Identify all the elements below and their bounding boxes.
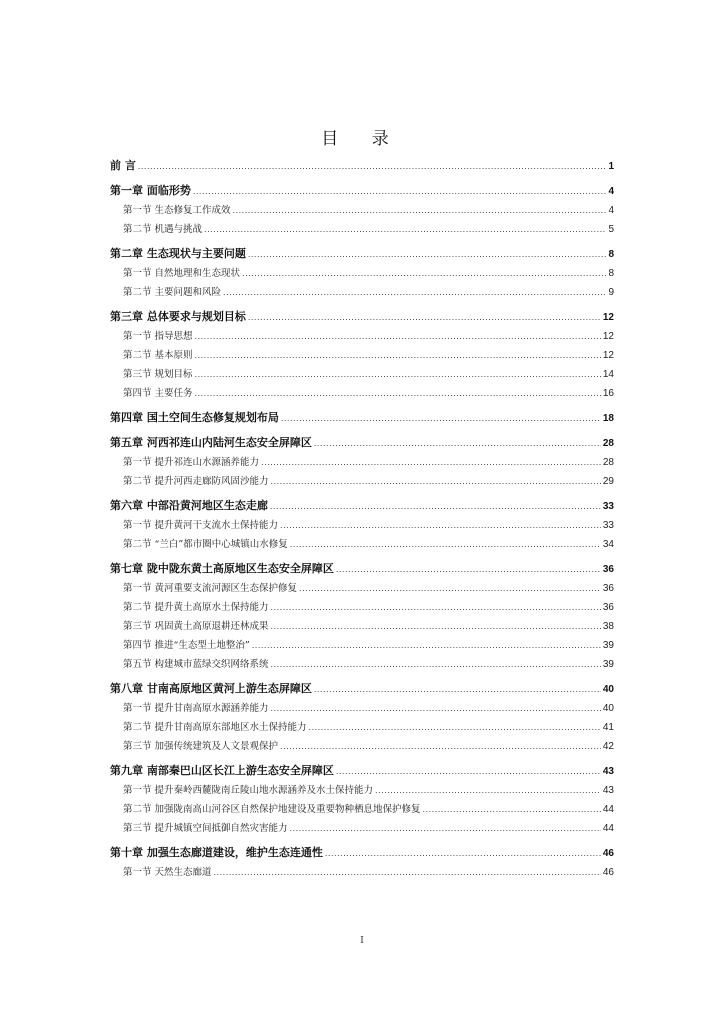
toc-entry-page-number: 16 xyxy=(602,388,614,399)
toc-entry-page-number: 4 xyxy=(608,186,614,197)
toc-entry-label: 第三节 规划目标 xyxy=(123,369,193,380)
toc-section-entry[interactable] xyxy=(110,472,614,491)
toc-entry-page-number: 36 xyxy=(602,602,614,613)
toc-entry-label: 第四节 推进“生态型土地整治” xyxy=(123,640,250,651)
toc-section-entry[interactable] xyxy=(110,655,614,674)
toc-entry-page-number: 42 xyxy=(602,741,614,752)
dot-leader xyxy=(375,781,601,800)
toc-section-entry[interactable] xyxy=(110,699,614,718)
toc-entry-label: 第一节 黄河重要支流河源区生态保护修复 xyxy=(123,583,298,594)
toc-entry-label: 第一节 提升秦岭西麓陇南丘陵山地水源涵养及水土保持能力 xyxy=(123,785,374,796)
toc-section-entry[interactable] xyxy=(110,283,614,302)
toc-chapter-entry[interactable] xyxy=(110,155,614,176)
page-number: I xyxy=(360,936,364,946)
toc-entry-page-number: 8 xyxy=(608,249,614,260)
toc-entry-page-number: 18 xyxy=(602,413,614,424)
toc-entry-label: 第一节 提升祁连山水源涵养能力 xyxy=(123,457,260,468)
dot-leader xyxy=(281,407,601,428)
toc-entry-label: 第一章 面临形势 xyxy=(110,184,191,197)
toc-chapter-entry[interactable] xyxy=(110,180,614,201)
toc-section-entry[interactable] xyxy=(110,453,614,472)
toc-entry-page-number: 46 xyxy=(602,848,614,859)
toc-section-entry[interactable] xyxy=(110,598,614,617)
dot-leader xyxy=(138,155,607,176)
toc-entry-page-number: 29 xyxy=(602,476,614,487)
toc-section-entry[interactable] xyxy=(110,718,614,737)
toc-chapter-entry[interactable] xyxy=(110,842,614,863)
dot-leader xyxy=(223,283,606,302)
dot-leader xyxy=(195,384,601,403)
dot-leader xyxy=(195,346,601,365)
dot-leader xyxy=(252,636,601,655)
toc-entry-page-number: 40 xyxy=(602,703,614,714)
toc-entry-page-number: 14 xyxy=(602,369,614,380)
toc-entry-label: 第三章 总体要求与规划目标 xyxy=(110,310,246,323)
toc-entry-label: 第一节 自然地理和生态现状 xyxy=(123,268,241,279)
toc-section-entry[interactable] xyxy=(110,737,614,756)
toc-section-entry[interactable] xyxy=(110,201,614,220)
toc-section-entry[interactable] xyxy=(110,365,614,384)
toc-entry-page-number: 28 xyxy=(602,457,614,468)
toc-entry-page-number: 9 xyxy=(608,287,614,298)
toc-section-entry[interactable] xyxy=(110,781,614,800)
toc-entry-label: 第十章 加强生态廊道建设，维护生态连通性 xyxy=(110,846,323,859)
toc-section-entry[interactable] xyxy=(110,264,614,283)
toc-section-entry[interactable] xyxy=(110,327,614,346)
toc-entry-page-number: 38 xyxy=(602,621,614,632)
toc-entry-page-number: 5 xyxy=(608,224,614,235)
toc-entry-label: 第二节 提升甘南高原东部地区水土保持能力 xyxy=(123,722,307,733)
toc-entry-page-number: 39 xyxy=(602,640,614,651)
toc-chapter-entry[interactable] xyxy=(110,760,614,781)
toc-entry-label: 第七章 陇中陇东黄土高原地区生态安全屏障区 xyxy=(110,562,334,575)
toc-entry-label: 第三节 提升城镇空间抵御自然灾害能力 xyxy=(123,823,288,834)
toc-entry-label: 第二节 “兰白”都市圈中心城镇山水修复 xyxy=(123,539,288,550)
dot-leader xyxy=(271,472,601,491)
toc-entry-label: 第二节 提升黄土高原水土保持能力 xyxy=(123,602,269,613)
toc-section-entry[interactable] xyxy=(110,863,614,882)
toc-entry-page-number: 44 xyxy=(602,804,614,815)
toc-section-entry[interactable] xyxy=(110,346,614,365)
toc-entry-label: 第二节 提升河西走廊防风固沙能力 xyxy=(123,476,269,487)
toc-entry-label: 第八章 甘南高原地区黄河上游生态屏障区 xyxy=(110,682,312,695)
toc-entry-label: 前 言 xyxy=(110,159,136,172)
toc-chapter-entry[interactable] xyxy=(110,243,614,264)
toc-entry-label: 第一节 生态修复工作成效 xyxy=(123,205,231,216)
toc-entry-page-number: 36 xyxy=(602,583,614,594)
toc-entry-page-number: 12 xyxy=(602,350,614,361)
dot-leader xyxy=(290,819,601,838)
toc-section-entry[interactable] xyxy=(110,535,614,554)
dot-leader xyxy=(314,678,601,699)
toc-entry-label: 第一节 提升甘南高原水源涵养能力 xyxy=(123,703,269,714)
toc-entry-page-number: 8 xyxy=(608,268,614,279)
dot-leader xyxy=(423,800,601,819)
toc-section-entry[interactable] xyxy=(110,636,614,655)
toc-entry-label: 第三节 巩固黄土高原退耕还林成果 xyxy=(123,621,269,632)
toc-chapter-entry[interactable] xyxy=(110,678,614,699)
dot-leader xyxy=(309,718,601,737)
dot-leader xyxy=(336,558,601,579)
toc-section-entry[interactable] xyxy=(110,617,614,636)
toc-chapter-entry[interactable] xyxy=(110,407,614,428)
toc-entry-label: 第九章 南部秦巴山区长江上游生态安全屏障区 xyxy=(110,764,334,777)
toc-entry-label: 第一节 指导思想 xyxy=(123,331,193,342)
toc-chapter-entry[interactable] xyxy=(110,306,614,327)
dot-leader xyxy=(214,863,601,882)
table-of-contents xyxy=(110,155,614,882)
dot-leader xyxy=(271,655,601,674)
dot-leader xyxy=(248,306,601,327)
toc-entry-label: 第二节 加强陇南高山河谷区自然保护地建设及重要物种栖息地保护修复 xyxy=(123,804,421,815)
toc-entry-page-number: 41 xyxy=(602,722,614,733)
dot-leader xyxy=(261,453,601,472)
toc-entry-page-number: 12 xyxy=(602,331,614,342)
toc-entry-page-number: 28 xyxy=(602,438,614,449)
toc-entry-page-number: 33 xyxy=(602,501,614,512)
toc-entry-page-number: 34 xyxy=(602,539,614,550)
toc-section-entry[interactable] xyxy=(110,384,614,403)
dot-leader xyxy=(271,598,601,617)
toc-section-entry[interactable] xyxy=(110,516,614,535)
dot-leader xyxy=(204,220,606,239)
toc-entry-label: 第五章 河西祁连山内陆河生态安全屏障区 xyxy=(110,436,312,449)
toc-entry-label: 第六章 中部沿黄河地区生态走廊 xyxy=(110,499,268,512)
toc-section-entry[interactable] xyxy=(110,819,614,838)
toc-entry-page-number: 1 xyxy=(608,161,614,172)
dot-leader xyxy=(271,699,601,718)
dot-leader xyxy=(195,365,601,384)
toc-entry-page-number: 43 xyxy=(602,785,614,796)
toc-entry-label: 第一节 天然生态廊道 xyxy=(123,867,212,878)
toc-entry-page-number: 40 xyxy=(602,684,614,695)
dot-leader xyxy=(325,842,601,863)
toc-entry-label: 第四章 国土空间生态修复规划布局 xyxy=(110,411,279,424)
toc-title: 目 录 xyxy=(321,129,403,149)
dot-leader xyxy=(299,579,601,598)
toc-section-entry[interactable] xyxy=(110,579,614,598)
dot-leader xyxy=(195,327,601,346)
toc-chapter-entry[interactable] xyxy=(110,495,614,516)
toc-chapter-entry[interactable] xyxy=(110,558,614,579)
toc-entry-page-number: 33 xyxy=(602,520,614,531)
toc-entry-label: 第一节 提升黄河干支流水土保持能力 xyxy=(123,520,279,531)
toc-entry-page-number: 36 xyxy=(602,564,614,575)
dot-leader xyxy=(290,535,601,554)
dot-leader xyxy=(271,617,601,636)
toc-entry-label: 第二节 主要问题和风险 xyxy=(123,287,222,298)
toc-entry-label: 第二章 生态现状与主要问题 xyxy=(110,247,246,260)
dot-leader xyxy=(248,243,607,264)
toc-entry-page-number: 4 xyxy=(608,205,614,216)
dot-leader xyxy=(233,201,607,220)
toc-chapter-entry[interactable] xyxy=(110,432,614,453)
dot-leader xyxy=(336,760,601,781)
dot-leader xyxy=(242,264,606,283)
toc-entry-label: 第二节 基本原则 xyxy=(123,350,193,361)
toc-section-entry[interactable] xyxy=(110,800,614,819)
toc-entry-label: 第三节 加强传统建筑及人文景观保护 xyxy=(123,741,279,752)
dot-leader xyxy=(193,180,607,201)
toc-entry-page-number: 43 xyxy=(602,766,614,777)
toc-entry-label: 第五节 构建城市蓝绿交织网络系统 xyxy=(123,659,269,670)
dot-leader xyxy=(314,432,601,453)
toc-section-entry[interactable] xyxy=(110,220,614,239)
dot-leader xyxy=(270,495,601,516)
dot-leader xyxy=(280,737,601,756)
toc-entry-page-number: 46 xyxy=(602,867,614,878)
toc-entry-page-number: 44 xyxy=(602,823,614,834)
toc-entry-label: 第二节 机遇与挑战 xyxy=(123,224,203,235)
dot-leader xyxy=(280,516,601,535)
toc-entry-label: 第四节 主要任务 xyxy=(123,388,193,399)
toc-entry-page-number: 39 xyxy=(602,659,614,670)
toc-entry-page-number: 12 xyxy=(602,312,614,323)
